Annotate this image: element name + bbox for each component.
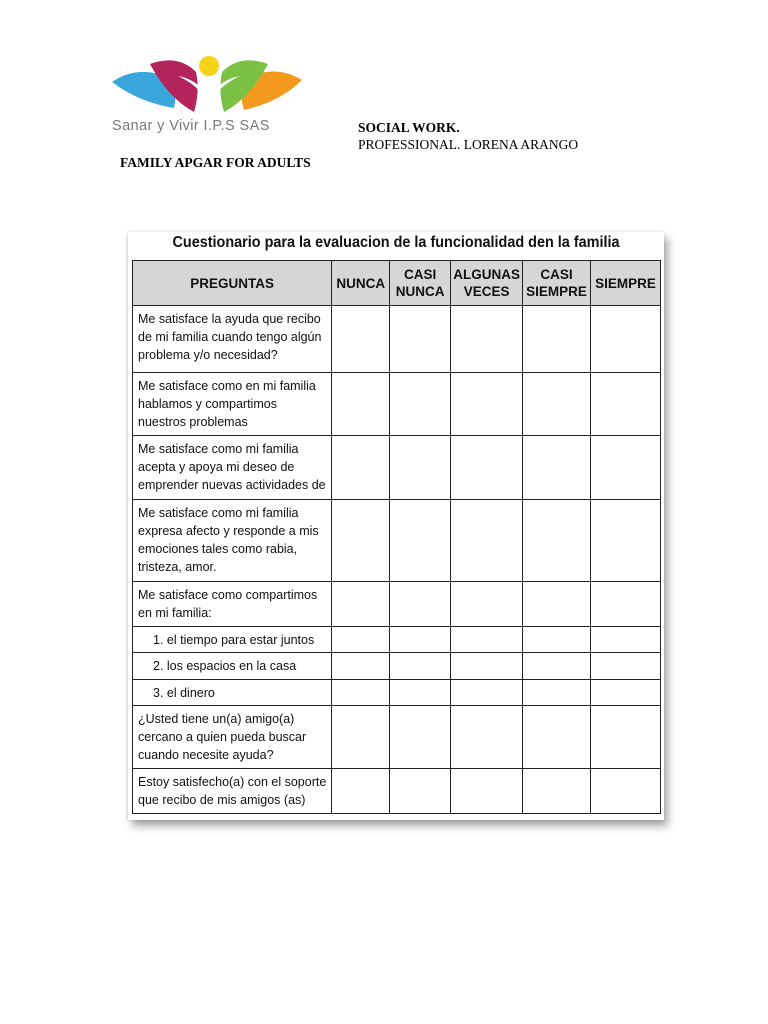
table-row — [133, 680, 661, 706]
question-text: Me satisface la ayuda que recibo de mi familia cuando tengo algún problema y/o necesidad? — [133, 306, 332, 373]
answer-cell-casi-siempre[interactable] — [523, 436, 591, 500]
answer-cell-casi-nunca[interactable] — [390, 436, 451, 500]
column-header-siempre: SIEMPRE — [591, 261, 661, 306]
answer-cell-casi-siempre[interactable] — [523, 373, 591, 436]
answer-cell-algunas-veces[interactable] — [451, 653, 523, 680]
answer-cell-nunca[interactable] — [332, 582, 390, 627]
answer-cell-casi-nunca[interactable] — [390, 653, 451, 680]
answer-cell-algunas-veces[interactable] — [451, 373, 523, 436]
table-row — [133, 306, 661, 373]
lotus-logo-icon — [108, 50, 310, 120]
answer-cell-casi-siempre[interactable] — [523, 680, 591, 706]
answer-cell-casi-nunca[interactable] — [390, 582, 451, 627]
question-text: Estoy satisfecho(a) con el soporte que recibo de mis amigos (as) — [133, 769, 332, 814]
company-logo — [108, 50, 310, 142]
table-row — [133, 500, 661, 582]
logo-text: Sanar y Vivir I.P.S SAS — [112, 118, 270, 134]
answer-cell-nunca[interactable] — [332, 653, 390, 680]
answer-cell-algunas-veces[interactable] — [451, 706, 523, 769]
answer-cell-nunca[interactable] — [332, 436, 390, 500]
answer-cell-siempre[interactable] — [591, 373, 661, 436]
answer-cell-siempre[interactable] — [591, 436, 661, 500]
table-row — [133, 769, 661, 814]
answer-cell-siempre[interactable] — [591, 769, 661, 814]
answer-cell-casi-nunca[interactable] — [390, 769, 451, 814]
question-text: ¿Usted tiene un(a) amigo(a) cercano a quien pueda buscar cuando necesite ayuda? — [133, 706, 332, 769]
answer-cell-casi-nunca[interactable] — [390, 627, 451, 653]
answer-cell-algunas-veces[interactable] — [451, 627, 523, 653]
document-title: FAMILY APGAR FOR ADULTS — [120, 155, 311, 170]
table-row — [133, 653, 661, 680]
questionnaire-title: Cuestionario para la evaluacion de la funcionalidad den la familia — [172, 234, 620, 251]
table-row — [133, 373, 661, 436]
table-row — [133, 627, 661, 653]
questionnaire-table — [132, 260, 661, 814]
answer-cell-siempre[interactable] — [591, 653, 661, 680]
answer-cell-nunca[interactable] — [332, 627, 390, 653]
answer-cell-casi-nunca[interactable] — [390, 306, 451, 373]
answer-cell-siempre[interactable] — [591, 706, 661, 769]
answer-cell-nunca[interactable] — [332, 306, 390, 373]
answer-cell-siempre[interactable] — [591, 500, 661, 582]
answer-cell-casi-nunca[interactable] — [390, 500, 451, 582]
answer-cell-casi-siempre[interactable] — [523, 306, 591, 373]
table-row — [133, 706, 661, 769]
answer-cell-nunca[interactable] — [332, 680, 390, 706]
question-text: Me satisface como mi familia acepta y apoya mi deseo de emprender nuevas actividades de — [133, 436, 332, 500]
answer-cell-algunas-veces[interactable] — [451, 582, 523, 627]
answer-cell-casi-nunca[interactable] — [390, 373, 451, 436]
column-header-casi-nunca: CASI NUNCA — [390, 261, 451, 306]
answer-cell-siempre[interactable] — [591, 306, 661, 373]
answer-cell-algunas-veces[interactable] — [451, 306, 523, 373]
answer-cell-algunas-veces[interactable] — [451, 769, 523, 814]
department-label: SOCIAL WORK. — [358, 120, 460, 135]
column-header-casi-siempre: CASI SIEMPRE — [523, 261, 591, 306]
sub-question-text: 3. el dinero — [133, 680, 332, 706]
question-text: Me satisface como mi familia expresa afecto y responde a mis emociones tales como rabia, tristeza, amor. — [133, 500, 332, 582]
question-text: Me satisface como en mi familia hablamos y compartimos nuestros problemas — [133, 373, 332, 436]
answer-cell-nunca[interactable] — [332, 769, 390, 814]
column-header-algunas-veces: ALGUNAS VECES — [451, 261, 523, 306]
answer-cell-nunca[interactable] — [332, 373, 390, 436]
professional-name: PROFESSIONAL. LORENA ARANGO — [358, 137, 579, 152]
answer-cell-nunca[interactable] — [332, 500, 390, 582]
answer-cell-siempre[interactable] — [591, 680, 661, 706]
table-row — [133, 436, 661, 500]
question-text: Me satisface como compartimos en mi familia: — [133, 582, 332, 627]
column-header-preguntas: PREGUNTAS — [133, 261, 332, 306]
column-header-nunca: NUNCA — [332, 261, 390, 306]
answer-cell-casi-siempre[interactable] — [523, 627, 591, 653]
sub-question-text: 2. los espacios en la casa — [133, 653, 332, 680]
answer-cell-casi-siempre[interactable] — [523, 706, 591, 769]
table-header-row — [133, 261, 661, 306]
answer-cell-casi-siempre[interactable] — [523, 653, 591, 680]
answer-cell-nunca[interactable] — [332, 706, 390, 769]
questionnaire-sheet — [128, 232, 664, 820]
answer-cell-casi-siempre[interactable] — [523, 500, 591, 582]
answer-cell-algunas-veces[interactable] — [451, 680, 523, 706]
answer-cell-siempre[interactable] — [591, 582, 661, 627]
table-row — [133, 582, 661, 627]
answer-cell-casi-nunca[interactable] — [390, 706, 451, 769]
answer-cell-siempre[interactable] — [591, 627, 661, 653]
answer-cell-algunas-veces[interactable] — [451, 500, 523, 582]
answer-cell-casi-nunca[interactable] — [390, 680, 451, 706]
sub-question-text: 1. el tiempo para estar juntos — [133, 627, 332, 653]
answer-cell-casi-siempre[interactable] — [523, 769, 591, 814]
answer-cell-casi-siempre[interactable] — [523, 582, 591, 627]
answer-cell-algunas-veces[interactable] — [451, 436, 523, 500]
